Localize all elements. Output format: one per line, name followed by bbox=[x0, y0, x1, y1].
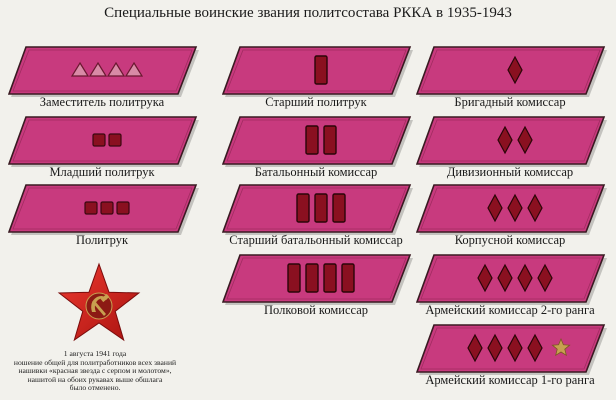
note-line: нашивки «красная звезда с серпом и молотом», bbox=[18, 366, 172, 376]
rank-label: Старший батальонный комиссар bbox=[229, 233, 403, 247]
note-line: было отменено. bbox=[69, 383, 121, 393]
square-icon bbox=[109, 134, 121, 146]
note-line: нашитой на обоих рукавах выше обшлага bbox=[27, 374, 163, 384]
collar-tab bbox=[222, 184, 416, 236]
rank-label: Армейский комиссар 2-го ранга bbox=[425, 303, 595, 317]
bar-icon bbox=[306, 264, 318, 292]
bar-icon bbox=[324, 126, 336, 154]
rank-label: Политрук bbox=[75, 233, 129, 247]
rank-label: Полковой комиссар bbox=[263, 303, 369, 317]
rank-label: Корпусной комиссар bbox=[454, 233, 566, 247]
square-icon bbox=[85, 202, 97, 214]
collar-tab bbox=[8, 184, 202, 236]
square-icon bbox=[93, 134, 105, 146]
bar-icon bbox=[342, 264, 354, 292]
bar-icon bbox=[324, 264, 336, 292]
collar-tab bbox=[222, 254, 416, 306]
collar-tab bbox=[222, 116, 416, 168]
bar-icon bbox=[333, 194, 345, 222]
collar-tab bbox=[416, 46, 610, 98]
rank-label: Старший политрук bbox=[265, 95, 367, 109]
rank-label: Дивизионный комиссар bbox=[446, 165, 574, 179]
sleeve-star bbox=[56, 260, 142, 351]
bar-icon bbox=[315, 194, 327, 222]
collar-tab bbox=[416, 184, 610, 236]
red-star-icon bbox=[56, 260, 142, 346]
collar-tab bbox=[416, 116, 610, 168]
bar-icon bbox=[306, 126, 318, 154]
collar-tab bbox=[416, 324, 610, 376]
collar-tab bbox=[222, 46, 416, 98]
note-line: ношение общей для политработников всех званий bbox=[13, 357, 177, 367]
hammer-and-sickle-icon bbox=[86, 293, 112, 319]
page-title: Специальные воинские звания политсостава РККА в 1935-1943 bbox=[104, 5, 512, 21]
collar-tab bbox=[8, 46, 202, 98]
note-line: 1 августа 1941 года bbox=[63, 349, 127, 358]
rank-label: Армейский комиссар 1-го ранга bbox=[425, 373, 595, 387]
rank-label: Младший политрук bbox=[49, 165, 155, 179]
rank-label: Заместитель политрука bbox=[39, 95, 165, 109]
note-text bbox=[0, 350, 190, 393]
collar-tab bbox=[416, 254, 610, 306]
rank-label: Бригадный комиссар bbox=[454, 95, 566, 109]
collar-tab bbox=[8, 116, 202, 168]
square-icon bbox=[101, 202, 113, 214]
bar-icon bbox=[315, 56, 327, 84]
square-icon bbox=[117, 202, 129, 214]
bar-icon bbox=[288, 264, 300, 292]
rank-label: Батальонный комиссар bbox=[254, 165, 378, 179]
bar-icon bbox=[297, 194, 309, 222]
